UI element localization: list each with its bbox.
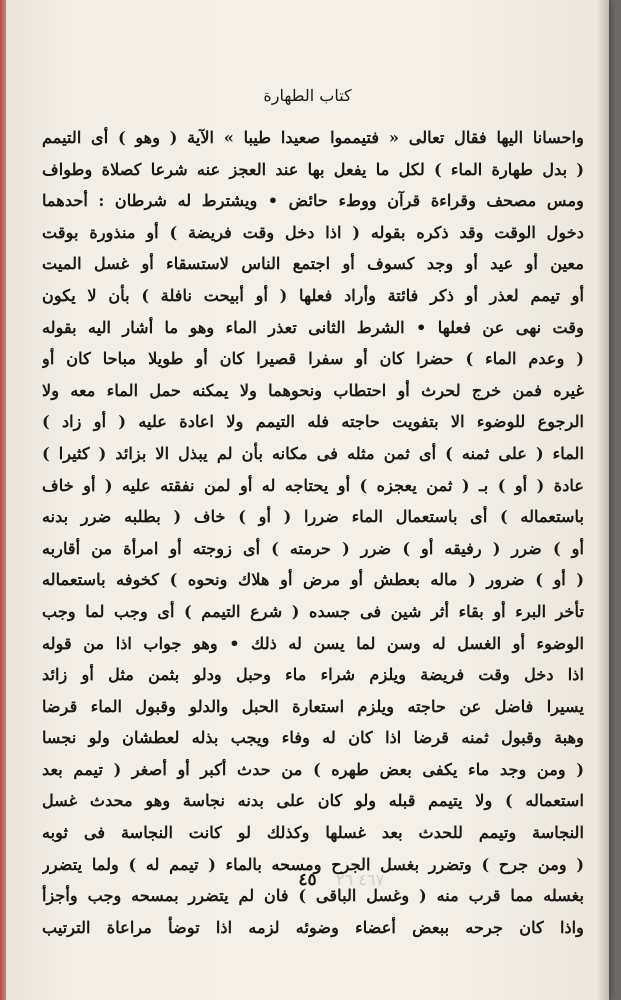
text-line: استعماله ) ولا يتيمم قبله ولو كان على بدنه نجاسة وهو محدث غسل <box>42 791 584 811</box>
text-line: واحسانا اليها فقال تعالى « فتيمموا صعيدا طيبا » الآية ( وهو ) أى التيمم <box>42 128 584 147</box>
text-line: الماء ( على ثمنه ) أى ثمن مثله فى مكانه بأن لم يبذل الا بزائد ( كثيرا ) <box>42 443 584 463</box>
text-line: غيره فمن خرج لحرث أو احتطاب ونحوهما ولا يمكنه حمل الماء معه ولا <box>42 380 584 400</box>
book-page <box>6 0 609 1000</box>
text-line: اذا دخل وقت فريضة ويلزم شراء ماء وحبل ودلو بثمن مثل أو زائد <box>42 665 584 685</box>
text-line: دخول الوقت وقد ذكره بقوله ( اذا دخل وقت فريضة ) أو منذورة بوقت <box>42 222 584 242</box>
text-line: النجاسة وتيمم للحدث بعد غسلها وكذلك لو كانت النجاسة فى ثوبه <box>42 823 584 843</box>
page-body <box>42 122 584 943</box>
text-line: وهبة وقبول ثمنه قرضا اذا كان له وفاء ويجب بذله لعطشان ولو نجسا <box>42 728 584 748</box>
text-line: بغسله مما قرب منه ( وغسل الباقى ) فان لم يتضرر بمسحه وجب وأجزأ <box>42 886 584 906</box>
text-line: الرجوع للوضوء الا بتفويت حاجته فله التيمم ولا اعادة عليه ( أو زاد ) <box>42 412 584 432</box>
text-line: الوضوء أو الغسل له وسن لما يسن له ذلك • وهو جواب اذا من قوله <box>42 633 584 653</box>
text-line: باستعماله ) أى باستعمال الماء ضررا ( أو ) خاف ( بطلبه ضرر بدنه <box>42 507 584 527</box>
text-line: يسيرا فاضل عن حاجته ويلزم استعارة الحبل والدلو وقبول الماء قرضا <box>42 696 584 716</box>
text-line: وقت نهى عن فعلها • الشرط الثانى تعذر الماء وهو ما أشار اليه بقوله <box>42 317 584 337</box>
text-line: تأخر البرء أو بقاء أثر شين فى جسده ( شرع التيمم ) أى وجب لما وجب <box>42 601 584 621</box>
text-line: ( ومن وجد ماء يكفى بعض طهره ) من حدث أكبر أو أصغر ( تيمم بعد <box>42 759 584 779</box>
text-line: ( بدل طهارة الماء ) لكل ما يفعل بها عند العجز عنه شرعا كصلاة وطواف <box>42 159 584 179</box>
text-line: عادة ( أو ) بـ ( ثمن يعجزه ) أو يحتاجه له أو لمن نفقته عليه ( أو خاف <box>42 475 584 495</box>
text-line: أو ) ضرر ( رفيقه أو ) ضرر ( حرمته ) أى زوجته أو امرأة من أقاربه <box>42 538 584 558</box>
page-number: ٤٥ <box>298 870 317 890</box>
text-line: واذا كان جرحه ببعض أعضاء وضوئه لزمه اذا توضأ مراعاة الترتيب <box>42 917 584 937</box>
text-line: ( ومن جرح ) وتضرر بغسل الجرح ومسحه بالماء ( تيمم له ) ولما يتضرر <box>42 854 584 874</box>
bleed-through-mark: ٤٦٧ ٢٦ <box>336 870 385 889</box>
text-line: ( وعدم الماء ) حضرا كان أو سفرا قصيرا كان أو طويلا مباحا كان أو <box>42 349 584 369</box>
text-line: معين أو عيد أو وجد كسوف أو اجتمع الناس لاستسقاء أو غسل الميت <box>42 254 584 274</box>
page-shadow <box>597 0 609 1000</box>
page-header: كتاب الطهارة <box>263 86 352 105</box>
text-line: ( أو ) ضرور ( ماله بعطش أو مرض أو هلاك ونحوه ) كخوفه باستعماله <box>42 570 584 590</box>
text-line: ومس مصحف وقراءة قرآن ووطء حائض • ويشترط له شرطان : أحدهما <box>42 191 584 211</box>
text-line: أو تيمم لعذر أو ذكر فائتة وأراد فعلها ( أو أبيحت نافلة ) بأن لا يكون <box>42 285 584 305</box>
